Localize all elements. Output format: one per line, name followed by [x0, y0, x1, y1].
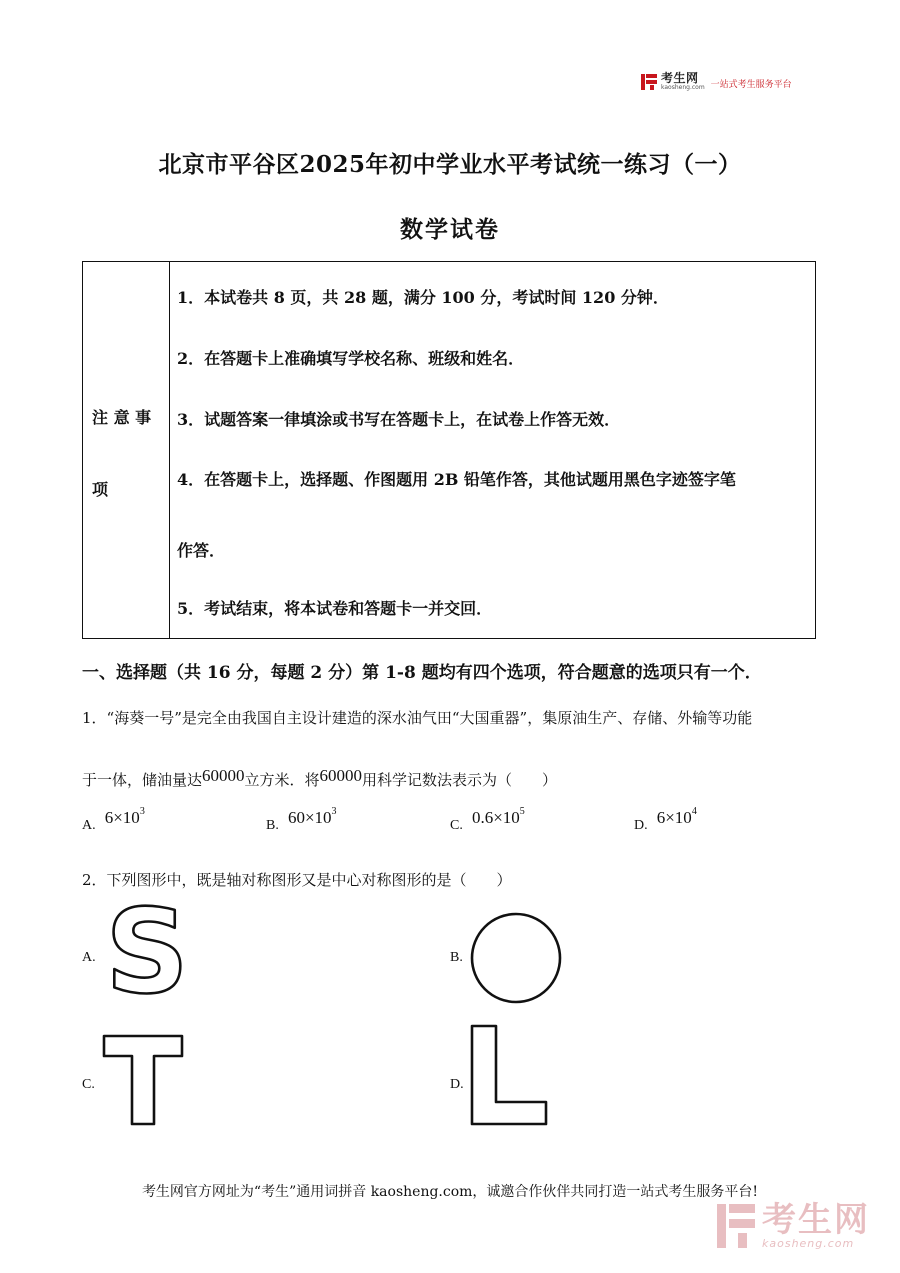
- watermark-name: 考生网: [762, 1199, 870, 1240]
- notice-divider: [169, 262, 170, 638]
- q2-option-c-label: C.: [82, 1077, 95, 1092]
- logo-slogan: 一站式考生服务平台: [710, 80, 792, 90]
- q1-option-d-base: 6×10: [656, 808, 692, 827]
- logo-domain: kaosheng.com: [661, 84, 705, 91]
- q2-shape-circle-icon: [470, 912, 566, 1004]
- watermark: [716, 1199, 870, 1250]
- notice-table: [82, 261, 816, 639]
- header-logo: [640, 72, 792, 91]
- q1-option-b-base: 60×10: [287, 808, 332, 827]
- q2-shape-t-icon: [102, 1034, 186, 1128]
- notice-heading-line1: 注 意 事: [92, 408, 152, 427]
- logo-name: 考生网: [661, 71, 699, 85]
- q1-option-c: [450, 806, 525, 834]
- notice-heading-line2: 项: [92, 480, 109, 499]
- watermark-logo-icon: [716, 1202, 756, 1250]
- q1-option-c-exp: 5: [519, 806, 525, 817]
- q1-option-c-label: C.: [450, 818, 463, 833]
- q1-line2-c: 用科学记数法表示为（ ）: [362, 771, 558, 789]
- notice-item-4: 4．在答题卡上，选择题、作图题用 2B 铅笔作答，其他试题用黑色字迹签字笔: [177, 470, 736, 489]
- q1-option-a-label: A.: [82, 818, 96, 833]
- page-title: 北京市平谷区2025年初中学业水平考试统一练习（一）: [158, 151, 742, 178]
- watermark-domain: kaosheng.com: [762, 1236, 855, 1250]
- q1-option-a-base: 6×10: [104, 808, 140, 827]
- q1-line1: 1．“海葵一号”是完全由我国自主设计建造的深水油气田“大国重器”，集原油生产、存储、外输等功能: [82, 709, 753, 727]
- q1-option-c-base: 0.6×10: [471, 808, 520, 827]
- q2-option-d-label: D.: [450, 1077, 464, 1092]
- q1-option-d-exp: 4: [691, 806, 697, 817]
- notice-item-2: 2．在答题卡上准确填写学校名称、班级和姓名．: [177, 349, 525, 368]
- footer-text: 考生网官方网址为“考生”通用词拼音 kaosheng.com，诚邀合作伙伴共同打造一站式考生服务平台!: [141, 1184, 759, 1200]
- q2-shape-s-glyph: S: [105, 896, 189, 1000]
- q2-option-b-label: B.: [450, 950, 463, 965]
- page-subtitle: 数学试卷: [400, 216, 500, 243]
- notice-item-1: 1．本试卷共 8 页，共 28 题，满分 100 分，考试时间 120 分钟．: [177, 288, 669, 307]
- q1-number-1: 60000: [202, 766, 245, 785]
- q1-option-b-exp: 3: [331, 806, 337, 817]
- q1-option-a-exp: 3: [139, 806, 145, 817]
- notice-item-3: 3．试题答案一律填涂或书写在答题卡上，在试卷上作答无效．: [177, 410, 621, 429]
- q2-shape-l-icon: [470, 1024, 550, 1128]
- q2-shape-s-icon: [100, 896, 194, 1000]
- q1-option-d: [634, 806, 697, 834]
- notice-item-4-cont: 作答．: [177, 541, 226, 560]
- q1-option-b-label: B.: [266, 818, 279, 833]
- notice-item-5: 5．考试结束，将本试卷和答题卡一并交回．: [177, 599, 493, 618]
- q1-option-d-label: D.: [634, 818, 648, 833]
- q1-option-a: [82, 806, 145, 834]
- q1-option-b: [266, 806, 337, 834]
- section-heading: 一、选择题（共 16 分，每题 2 分）第 1-8 题均有四个选项，符合题意的选项只有一个．: [82, 663, 762, 683]
- q2-option-a-label: A.: [82, 950, 96, 965]
- q1-line2-b: 立方米．将: [244, 771, 320, 789]
- q2-text: 2．下列图形中，既是轴对称图形又是中心对称图形的是（ ）: [82, 871, 512, 889]
- q1-number-2: 60000: [319, 766, 363, 785]
- q1-line2-a: 于一体，储油量达: [82, 771, 203, 789]
- kaosheng-logo-icon: [640, 73, 658, 91]
- q1-line2: [82, 766, 557, 790]
